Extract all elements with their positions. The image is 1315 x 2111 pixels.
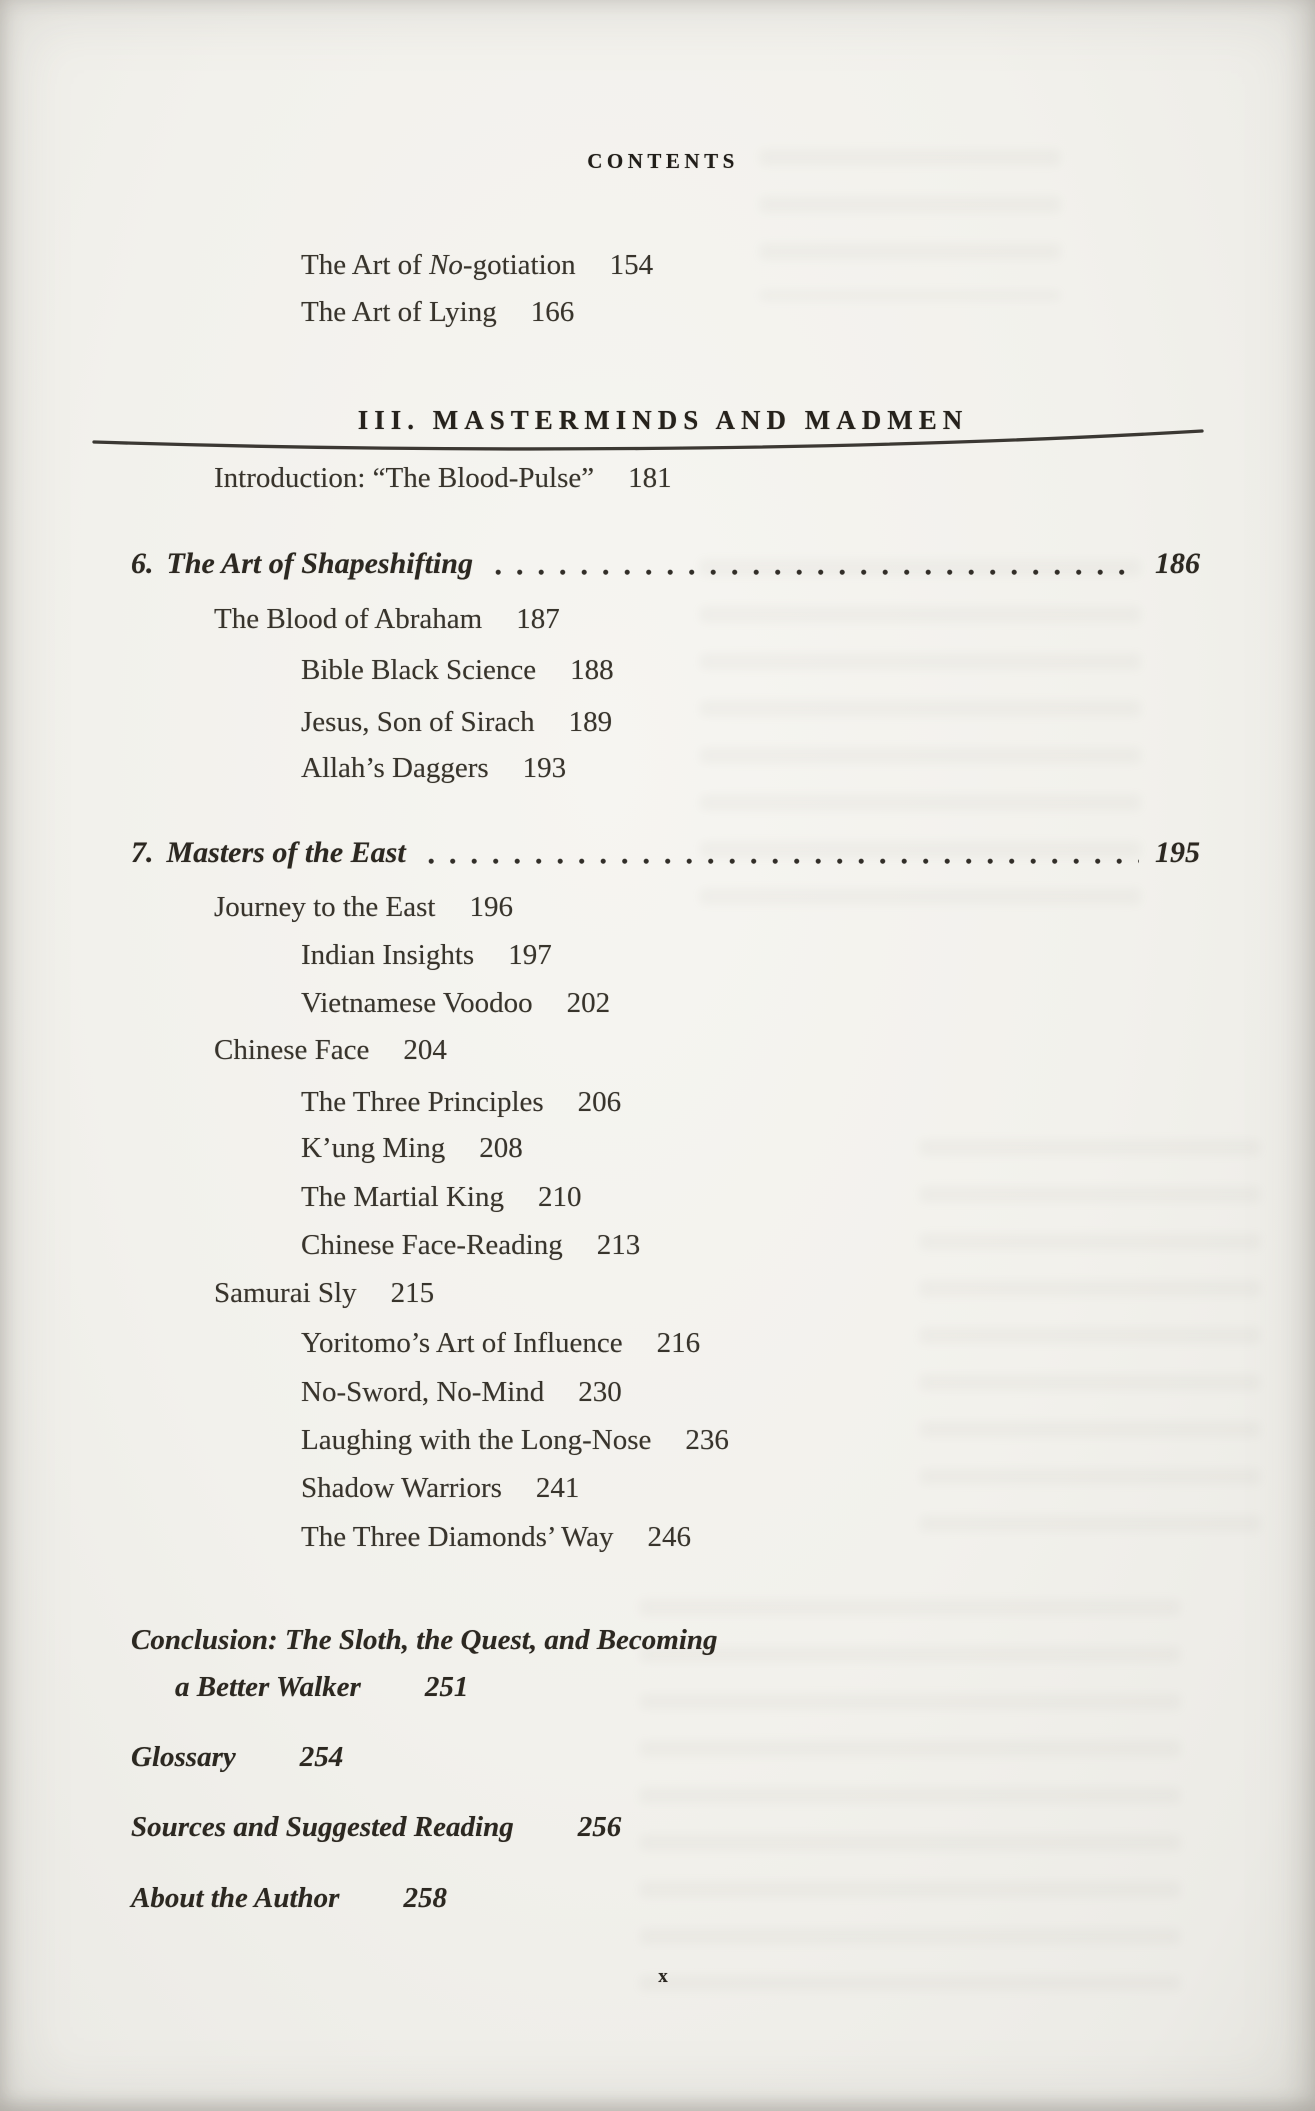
toc-page-number: 154 xyxy=(609,249,654,281)
toc-entry xyxy=(301,646,614,694)
toc-page-number: 208 xyxy=(479,1132,523,1164)
toc-entry-label: The Blood of Abraham xyxy=(214,603,483,635)
toc-page-number: 204 xyxy=(403,1034,447,1066)
chapter-page-number: 195 xyxy=(1155,836,1200,869)
toc-entry xyxy=(301,1173,581,1221)
toc-entry xyxy=(214,883,513,931)
chapter-page-number: 186 xyxy=(1155,547,1200,580)
dot-leader xyxy=(428,858,1139,865)
toc-entry xyxy=(301,698,612,746)
toc-entry-label: Laughing with the Long-Nose xyxy=(301,1424,652,1456)
part-heading: III. MASTERMINDS AND MADMEN xyxy=(357,405,969,435)
toc-page-number: 241 xyxy=(535,1472,580,1504)
chapter-number: 6. xyxy=(131,547,154,580)
toc-page-number: 206 xyxy=(577,1086,622,1118)
toc-entry-label: Journey to the East xyxy=(214,891,436,923)
toc-entry-label: Shadow Warriors xyxy=(301,1472,502,1504)
toc-entry xyxy=(301,931,552,979)
toc-entry-sources xyxy=(131,1803,621,1851)
toc-page-number: 210 xyxy=(537,1181,582,1213)
toc-entry-label: Yoritomo’s Art of Influence xyxy=(301,1327,623,1359)
toc-page-number: 230 xyxy=(578,1376,622,1408)
toc-entry-label: The Three Diamonds’ Way xyxy=(301,1521,614,1553)
toc-entry-label: No-Sword, No-Mind xyxy=(301,1376,545,1408)
toc-page-number: 181 xyxy=(628,462,672,494)
toc-entry-label: Sources and Suggested Reading xyxy=(131,1811,514,1843)
toc-entry-label: a Better Walker xyxy=(175,1671,361,1703)
toc-page-number: 256 xyxy=(577,1811,622,1843)
toc-page-number: 213 xyxy=(596,1229,641,1261)
toc-page-number: 189 xyxy=(568,706,613,738)
toc-page-number: 197 xyxy=(508,939,552,971)
toc-entry-about-author xyxy=(131,1874,447,1922)
toc-page-number: 251 xyxy=(424,1671,469,1703)
toc-entry-label: The Art of Lying xyxy=(301,296,497,328)
toc-entry-label: Introduction: “The Blood-Pulse” xyxy=(214,462,595,494)
toc-entry-label: Jesus, Son of Sirach xyxy=(301,706,535,738)
toc-entry xyxy=(301,1319,700,1367)
toc-entry-conclusion-line1 xyxy=(131,1616,718,1664)
toc-entry-art-of-lying xyxy=(301,288,574,336)
toc-entry-label: Allah’s Daggers xyxy=(301,752,489,784)
toc-entry xyxy=(301,979,610,1027)
toc-entry xyxy=(301,1124,523,1172)
toc-page-number: 236 xyxy=(685,1424,729,1456)
dot-leader xyxy=(495,569,1139,576)
toc-page-number: 193 xyxy=(522,752,567,784)
toc-entry xyxy=(301,1368,622,1416)
toc-entry-glossary xyxy=(131,1733,343,1781)
toc-chapter-6 xyxy=(131,539,1200,589)
toc-page-number: 246 xyxy=(647,1521,692,1553)
toc-entry xyxy=(301,1078,621,1126)
toc-page-number: 216 xyxy=(656,1327,701,1359)
bleed-through-artifact xyxy=(640,1600,1180,1990)
toc-page-number: 254 xyxy=(299,1741,344,1773)
toc-page-number: 196 xyxy=(469,891,513,923)
toc-entry-label: The Three Principles xyxy=(301,1086,544,1118)
toc-chapter-7 xyxy=(131,828,1200,878)
toc-entry xyxy=(301,1221,640,1269)
toc-entry-label: The Martial King xyxy=(301,1181,504,1213)
toc-entry-label: About the Author xyxy=(131,1882,340,1914)
toc-entry-label: The Art of No-gotiation xyxy=(301,249,576,281)
toc-entry-introduction xyxy=(214,454,672,502)
toc-page-number: 258 xyxy=(403,1882,447,1914)
toc-entry-label: Bible Black Science xyxy=(301,654,537,686)
toc-entry-label: K’ung Ming xyxy=(301,1132,446,1164)
toc-page-number: 188 xyxy=(570,654,614,686)
toc-entry-label: Chinese Face xyxy=(214,1034,370,1066)
toc-page-number: 202 xyxy=(566,987,611,1019)
toc-entry-label: Indian Insights xyxy=(301,939,475,971)
folio-page-number: x xyxy=(658,1966,668,1987)
toc-entry-art-of-no-gotiation xyxy=(301,241,653,289)
page-title: CONTENTS xyxy=(587,149,739,173)
chapter-title: The Art of Shapeshifting xyxy=(166,547,473,580)
toc-entry-label: Conclusion: The Sloth, the Quest, and Becoming xyxy=(131,1624,718,1656)
toc-entry-label: Samurai Sly xyxy=(214,1277,357,1309)
toc-entry xyxy=(301,1513,691,1561)
toc-entry xyxy=(301,744,566,792)
toc-entry xyxy=(301,1416,729,1464)
toc-entry xyxy=(214,1026,447,1074)
toc-page-number: 187 xyxy=(516,603,560,635)
toc-page-number: 215 xyxy=(390,1277,435,1309)
toc-entry-label: Glossary xyxy=(131,1741,236,1773)
toc-entry xyxy=(214,1269,434,1317)
toc-entry-label: Chinese Face-Reading xyxy=(301,1229,563,1261)
toc-entry xyxy=(214,595,560,643)
toc-entry xyxy=(301,1464,579,1512)
chapter-title: Masters of the East xyxy=(166,836,406,869)
chapter-number: 7. xyxy=(131,836,154,869)
toc-entry-label: Vietnamese Voodoo xyxy=(301,987,533,1019)
toc-entry-conclusion-line2 xyxy=(175,1663,468,1711)
bleed-through-artifact xyxy=(920,1140,1260,1540)
toc-page-number: 166 xyxy=(530,296,575,328)
